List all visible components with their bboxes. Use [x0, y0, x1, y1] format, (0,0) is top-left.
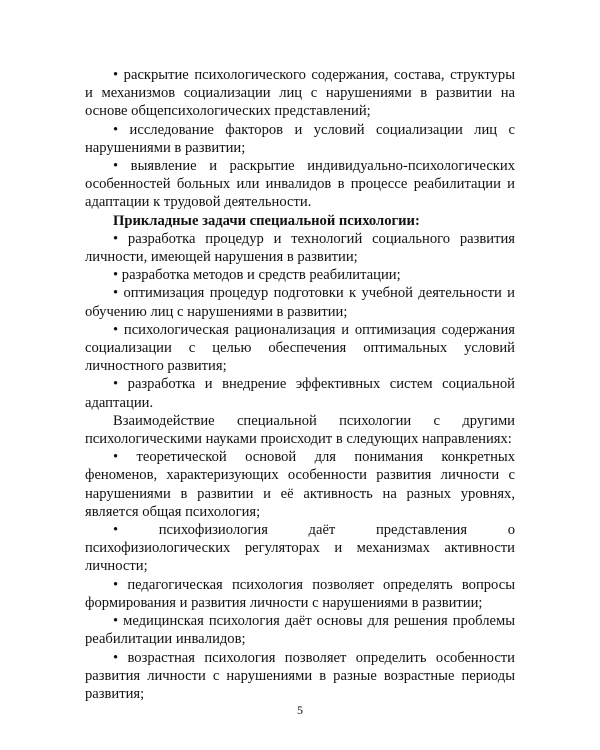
- bullet-item: [85, 649, 515, 704]
- page-number: 5: [297, 703, 303, 717]
- bullet-text: психологическая рационализация и оптимизация содержания социализации с целью обеспечения оптимальных условий личностного развития;: [85, 321, 515, 375]
- paragraph: Взаимодействие специальной психологии с другими психологическими науками происходит в следующих направлениях:: [85, 412, 515, 448]
- bullet-item: [85, 521, 515, 576]
- bullet-text: разработка и внедрение эффективных систем социальной адаптации.: [85, 376, 515, 411]
- bullet-icon: •: [113, 649, 119, 666]
- bullet-item: [85, 448, 515, 521]
- bullet-text: психофизиология даёт представления о психофизиологических регуляторах и механизмах активности личности;: [85, 522, 515, 575]
- bullet-text: разработка методов и средств реабилитации;: [121, 267, 401, 284]
- bullet-text: выявление и раскрытие индивидуально-психологических особенностей больных или инвалидов в процессе реабилитации и адаптации к трудовой деятельности.: [85, 158, 515, 211]
- bullet-icon: •: [113, 522, 119, 539]
- bullet-text: оптимизация процедур подготовки к учебной деятельности и обучению лиц с нарушениями в развитии;: [85, 285, 515, 320]
- section-heading: Прикладные задачи специальной психологии:: [113, 212, 420, 229]
- bullet-item: [85, 612, 515, 648]
- bullet-item: [85, 266, 515, 284]
- bullet-icon: •: [113, 121, 119, 138]
- bullet-item: [85, 576, 515, 612]
- bullet-item: [85, 121, 515, 157]
- bullet-text: теоретической основой для понимания конкретных феноменов, характеризующих особенности развития личности с нарушениями в развитии и её активность на разных уровнях, является общая психология;: [85, 449, 515, 520]
- bullet-icon: •: [113, 158, 119, 175]
- bullet-text: медицинская психология даёт основы для решения проблемы реабилитации инвалидов;: [85, 613, 515, 648]
- bullet-icon: •: [113, 267, 119, 284]
- bullet-icon: •: [113, 230, 119, 247]
- bullet-item: [85, 375, 515, 411]
- bullet-item: [85, 230, 515, 266]
- bullet-icon: •: [113, 376, 119, 393]
- bullet-icon: •: [113, 321, 119, 338]
- bullet-item: [85, 284, 515, 320]
- bullet-item: [85, 66, 515, 121]
- bullet-text: разработка процедур и технологий социального развития личности, имеющей нарушения в развитии;: [85, 230, 515, 266]
- page-text: [85, 66, 515, 703]
- bullet-icon: •: [113, 613, 119, 630]
- bullet-icon: •: [113, 449, 119, 466]
- bullet-text: педагогическая психология позволяет определять вопросы формирования и развития личности с нарушениями в развитии;: [85, 576, 515, 611]
- bullet-text: возрастная психология позволяет определить особенности развития личности с нарушениями в разные возрастные периоды развития;: [85, 649, 515, 702]
- bullet-item: [85, 321, 515, 376]
- bullet-item: [85, 157, 515, 212]
- bullet-icon: •: [113, 285, 119, 302]
- bullet-text: исследование факторов и условий социализации лиц с нарушениями в развитии;: [85, 121, 515, 156]
- bullet-text: раскрытие психологического содержания, состава, структуры и механизмов социализации лиц с нарушениями в развитии на основе общепсихологических представлений;: [85, 67, 515, 120]
- bullet-icon: •: [113, 67, 119, 83]
- bullet-icon: •: [113, 576, 119, 593]
